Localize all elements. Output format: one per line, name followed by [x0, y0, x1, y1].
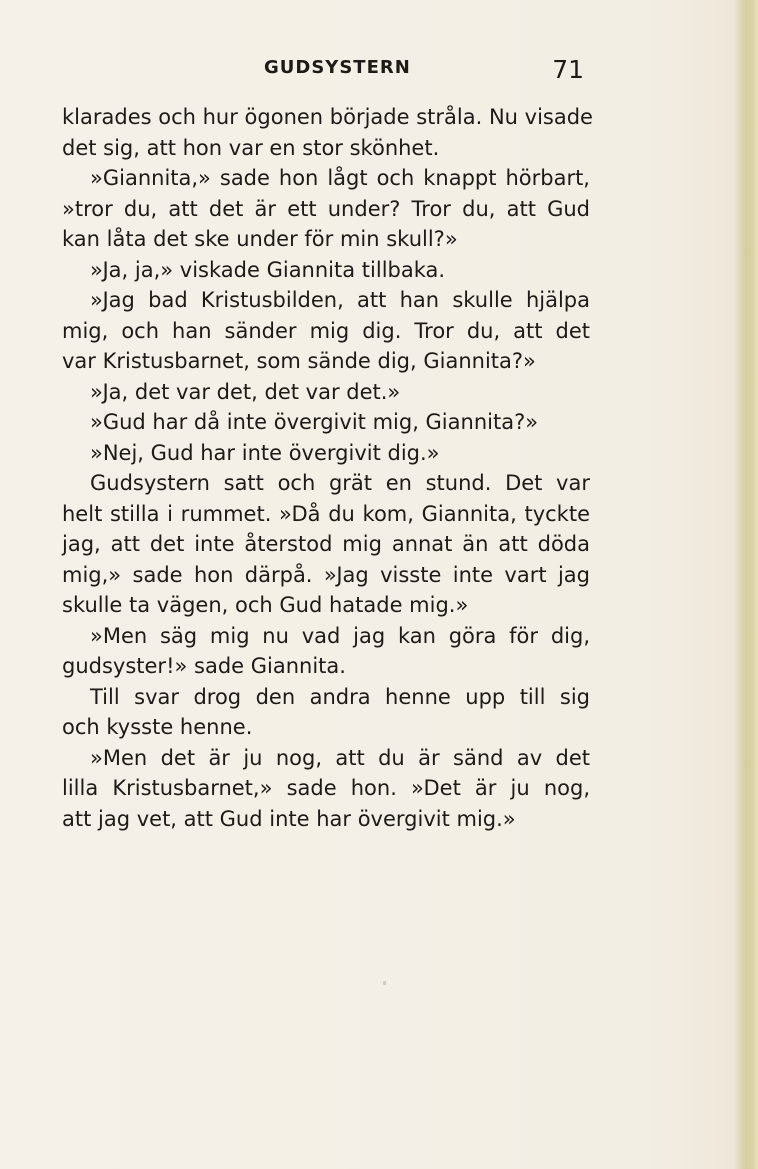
page-edge-shadow	[734, 0, 758, 1169]
text-line: lilla Kristusbarnet,» sade hon. »Det är ju nog,	[62, 776, 590, 800]
text-line: Gudsystern satt och grät en stund. Det var	[90, 471, 590, 495]
paper-speck	[383, 981, 386, 985]
text-line: »Men säg mig nu vad jag kan göra för dig,	[90, 623, 590, 648]
text-line: »tror du, att det är ett under? Tror du, att Gud	[62, 196, 590, 221]
text-line: »Giannita,» sade hon lågt och knappt hörbart,	[90, 166, 590, 190]
page-number: 71	[552, 55, 584, 84]
running-head: GUDSYSTERN	[264, 57, 411, 78]
text-line: mig,» sade hon därpå. »Jag visste inte vart jag	[62, 562, 590, 587]
text-line: »Ja, det var det, det var det.»	[90, 379, 401, 404]
text-line: »Men det är ju nog, att du är sänd av det	[90, 745, 590, 770]
text-line: var Kristusbarnet, som sände dig, Giannita?»	[62, 349, 536, 373]
text-line: »Ja, ja,» viskade Giannita tillbaka.	[90, 257, 446, 282]
text-line: kan låta det ske under för min skull?»	[62, 227, 458, 251]
body-text	[62, 102, 593, 834]
text-line: gudsyster!» sade Giannita.	[62, 654, 346, 678]
text-line: klarades och hur ögonen började stråla. Nu visade	[62, 105, 593, 129]
text-line: skulle ta vägen, och Gud hatade mig.»	[62, 593, 469, 617]
text-line: »Nej, Gud har inte övergivit dig.»	[90, 440, 440, 465]
text-line: helt stilla i rummet. »Då du kom, Giannita, tyckte	[62, 501, 590, 526]
text-line: »Gud har då inte övergivit mig, Giannita?»	[90, 410, 539, 434]
text-line: och kysste henne.	[62, 715, 253, 739]
text-line: Till svar drog den andra henne upp till sig	[90, 684, 590, 709]
text-line: att jag vet, att Gud inte har övergivit mig.»	[62, 806, 516, 831]
text-line: det sig, att hon var en stor skönhet.	[62, 135, 440, 160]
text-line: mig, och han sänder mig dig. Tror du, att det	[62, 318, 590, 343]
page-header	[264, 57, 584, 87]
text-line: jag, att det inte återstod mig annat än att döda	[62, 532, 590, 556]
text-line: »Jag bad Kristusbilden, att han skulle hjälpa	[90, 288, 590, 312]
